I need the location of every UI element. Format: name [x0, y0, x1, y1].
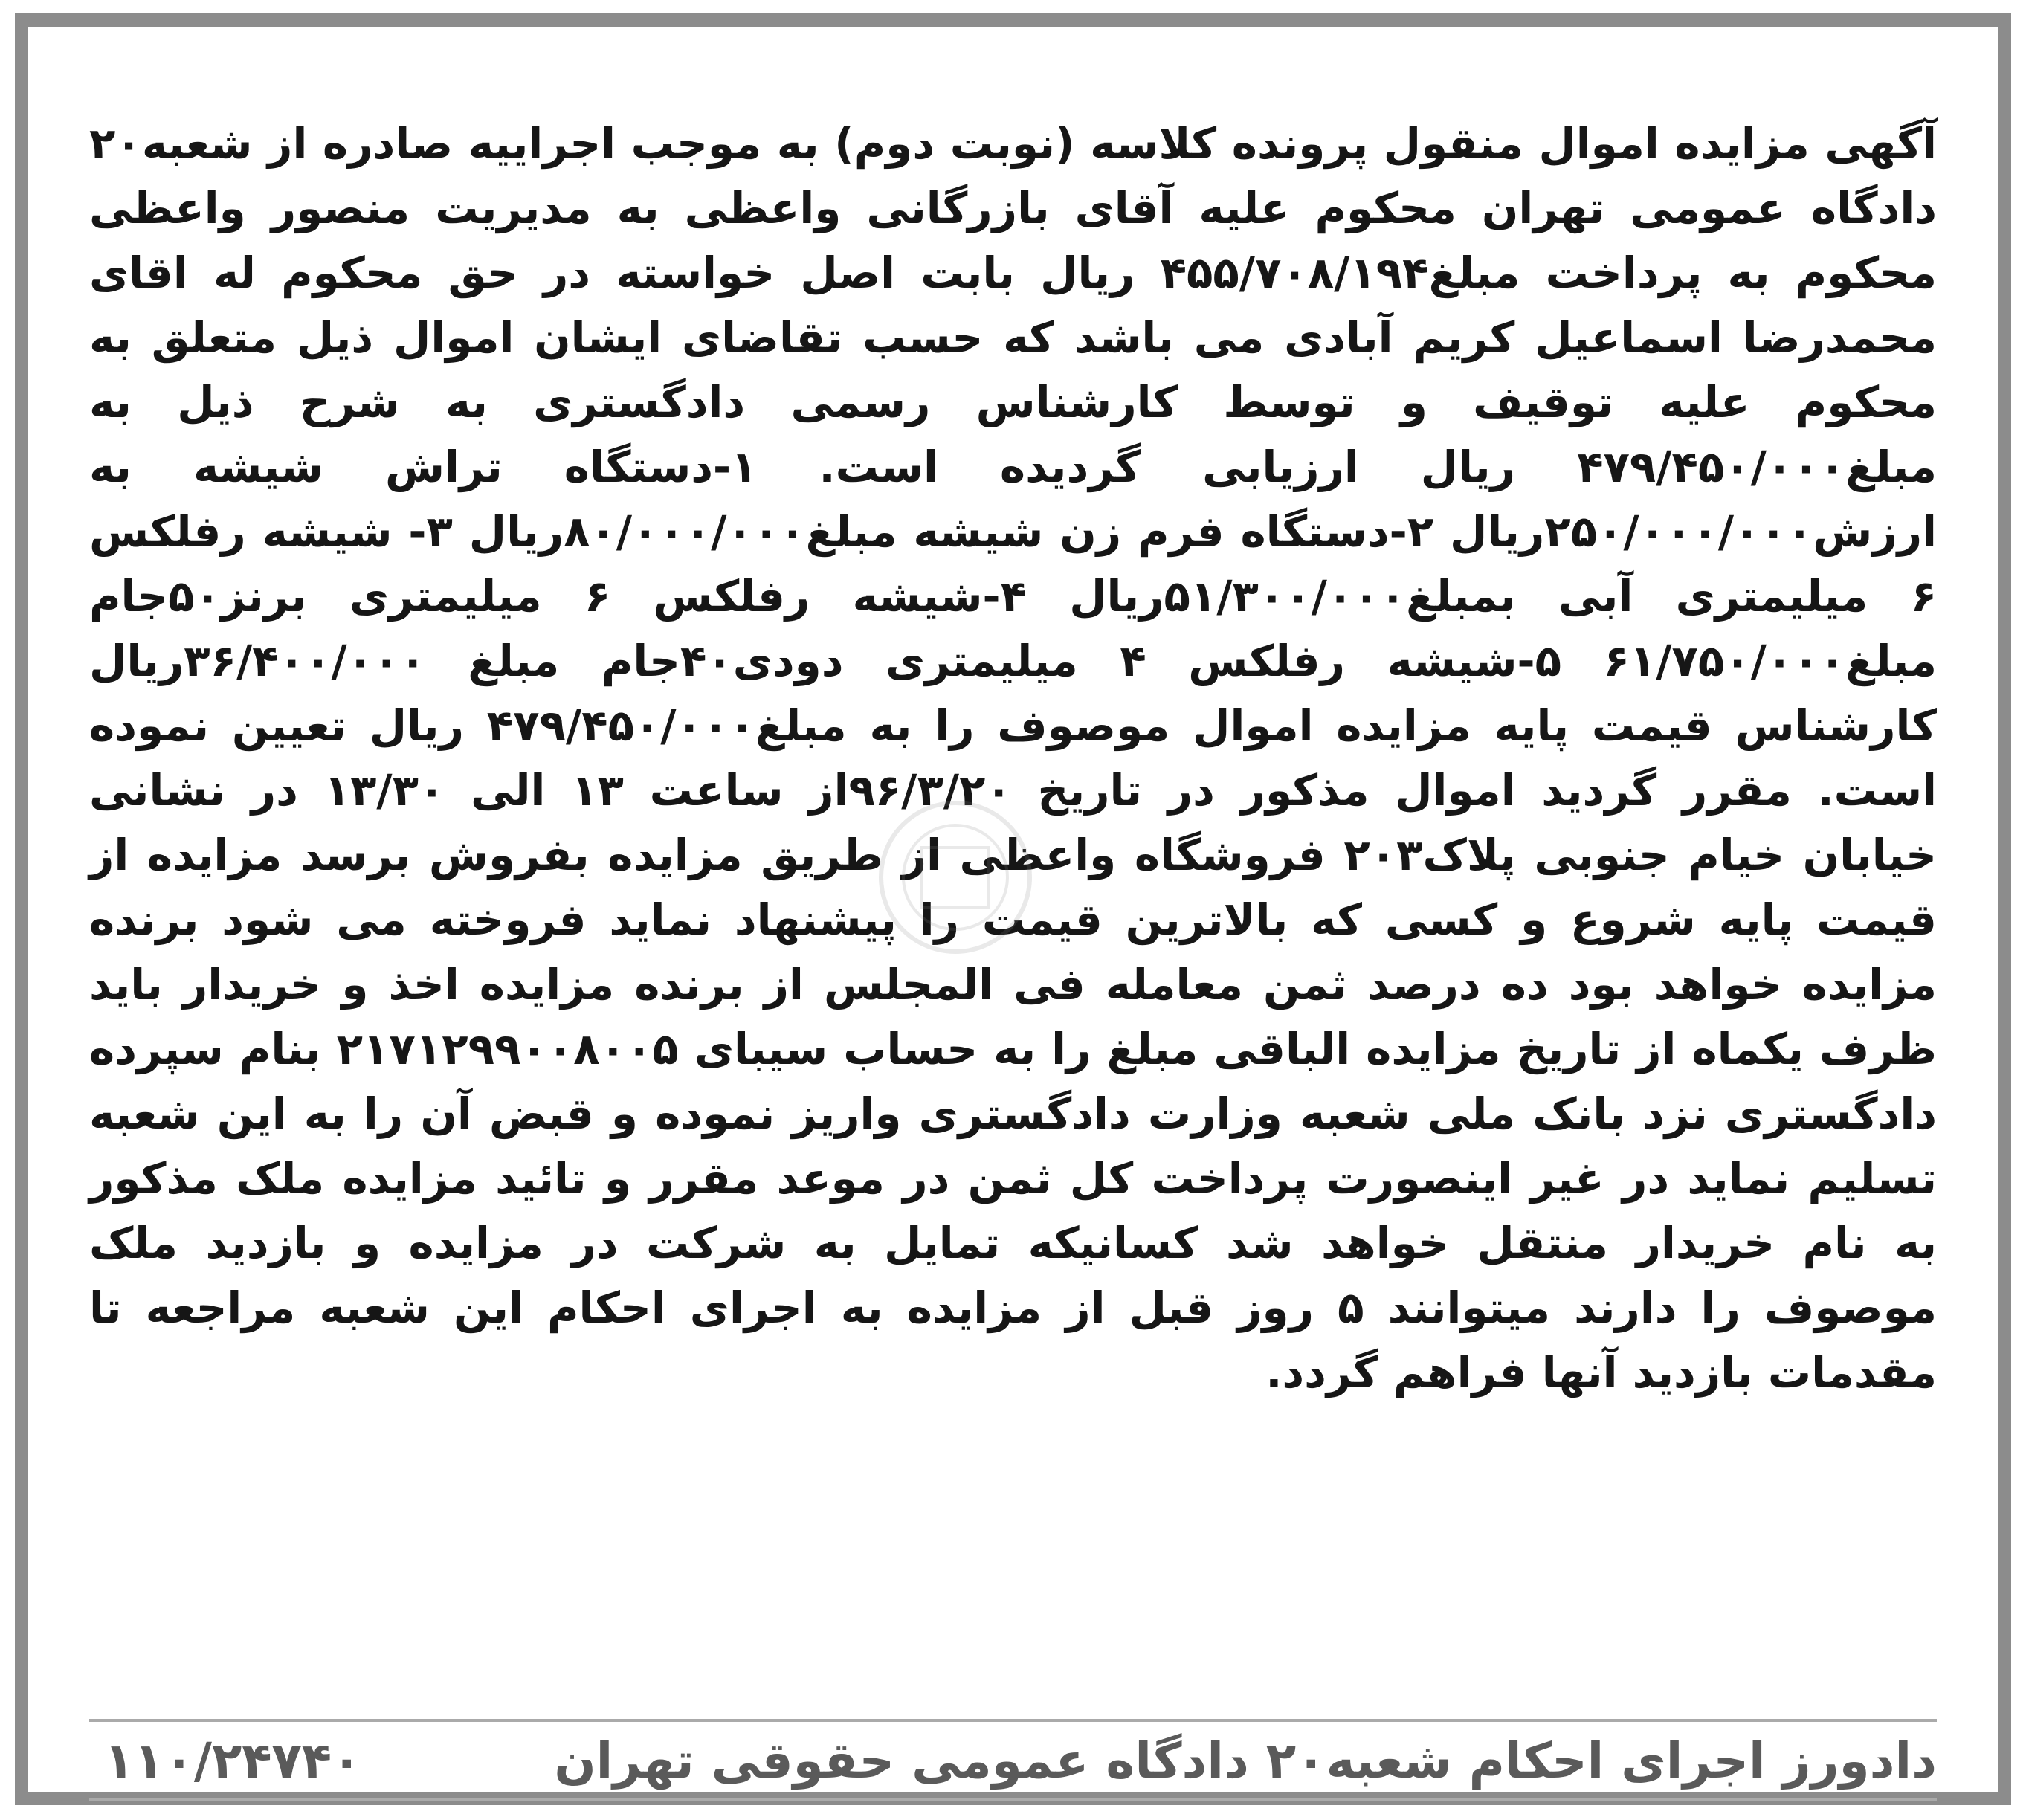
- watermark-logo: [870, 788, 1041, 981]
- footer-bottom-rule: [89, 1798, 1937, 1801]
- notice-footer: [89, 1723, 1937, 1798]
- footer-signature: دادورز اجرای احکام شعبه۲۰ دادگاه عمومی حقوقی تهران: [554, 1732, 1937, 1790]
- notice-code: ۱۱۰/۲۴۷۴۰: [104, 1732, 362, 1790]
- footer-top-rule: [89, 1719, 1937, 1722]
- notice-body: آگهی مزایده اموال منقول پرونده کلاسه (نوبت دوم) به موجب اجراییه صادره از شعبه۲۰ دادگاه عمومی تهران محکوم علیه آقای بازرگانی واعظی به مدیریت منصور واعظی محکوم به پرداخت مبلغ۴۵۵/۷۰۸/۱۹۴ ریال بابت اصل خواسته در حق محکوم له اقای محمدرضا اسماعیل کریم آبادی می باشد که حسب تقاضای ایشان اموال ذیل متعلق به محکوم علیه توقیف و توسط کارشناس رسمی دادگستری به شرح ذیل به مبلغ۴۷۹/۴۵۰/۰۰۰ ریال ارزیابی گردیده است. ۱-دستگاه تراش شیشه به ارزش۲۵۰/۰۰۰/۰۰۰ریال ۲-دستگاه فرم زن شیشه مبلغ۸۰/۰۰۰/۰۰۰ریال ۳- شیشه رفلکس ۶ میلیمتری آبی بمبلغ۵۱/۳۰۰/۰۰۰ریال ۴-شیشه رفلکس ۶ میلیمتری برنز۵۰جام مبلغ۶۱/۷۵۰/۰۰۰ ۵-شیشه رفلکس ۴ میلیمتری دودی۴۰جام مبلغ ۳۶/۴۰۰/۰۰۰ریال کارشناس قیمت پایه مزایده اموال موصوف را به مبلغ۴۷۹/۴۵۰/۰۰۰ ریال تعیین نموده است. مقرر گردید اموال مذکور در تاریخ ۹۶/۳/۲۰از ساعت ۱۳ الی ۱۳/۳۰ در نشانی خیابان خیام جنوبی پلاک۲۰۳ فروشگاه واعظی از طریق مزایده بفروش برسد مزایده از قیمت پایه شروع و کسی که بالاترین قیمت را پیشنهاد نماید فروخته می شود برنده مزایده خواهد بود ده درصد ثمن معامله فی المجلس از برنده مزایده اخذ و خریدار باید ظرف یکماه از تاریخ مزایده الباقی مبلغ را به حساب سیبای ۲۱۷۱۲۹۹۰۰۸۰۰۵ بنام سپرده دادگستری نزد بانک ملی شعبه وزارت دادگستری واریز نموده و قبض آن را به این شعبه تسلیم نماید در غیر اینصورت پرداخت کل ثمن در موعد مقرر و تائید مزایده ملک مذکور به نام خریدار منتقل خواهد شد کسانیکه تمایل به شرکت در مزایده و بازدید ملک موصوف را دارند میتوانند ۵ روز قبل از مزایده به اجرای احکام این شعبه مراجعه تا مقدمات بازدید آنها فراهم گردد.: [89, 118, 1938, 1398]
